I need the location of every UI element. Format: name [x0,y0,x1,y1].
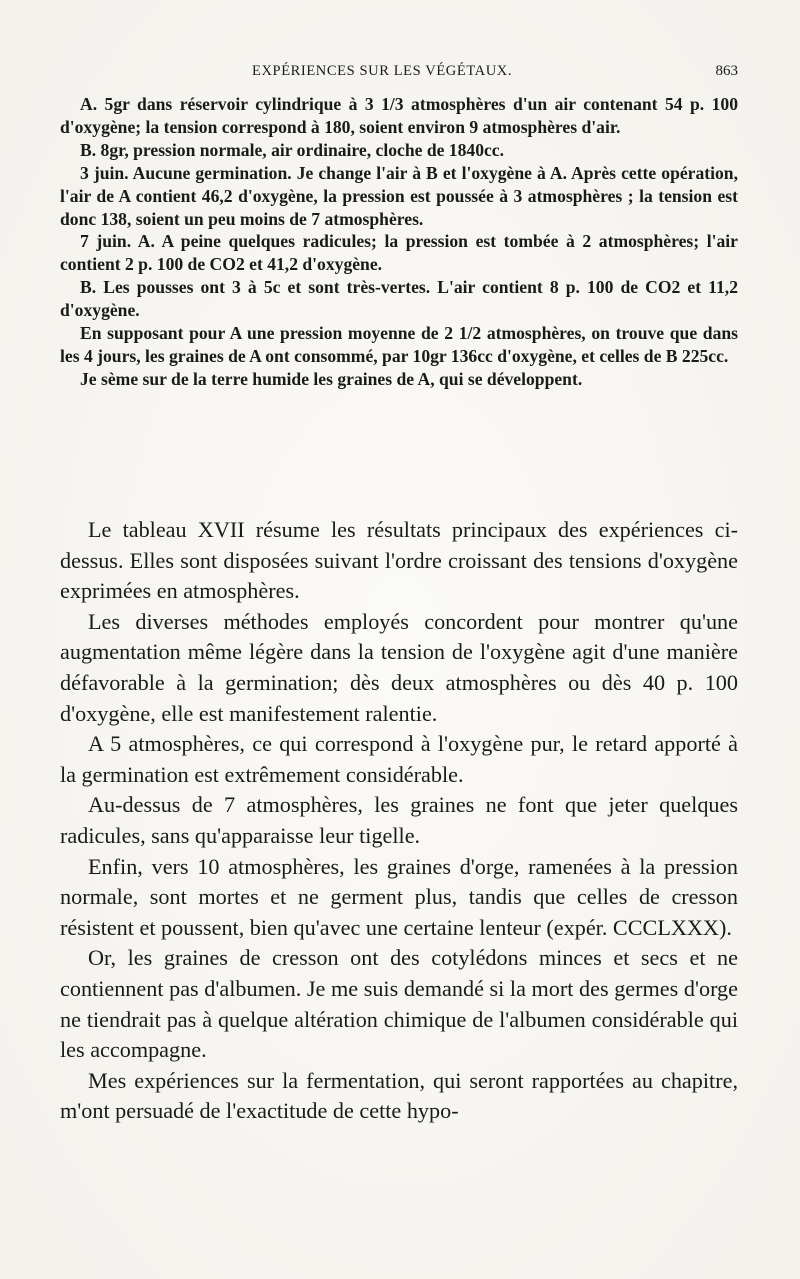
page-number: 863 [715,63,738,79]
note-paragraph-pressure: En supposant pour A une pression moyenne de 2 1/2 atmosphères, on trouve que dans les 4 jours, les graines de A ont consommé, par 10gr 136cc d'oxygène, et celles de B 225cc. [60,323,738,366]
body-paragraph-10atm: Enfin, vers 10 atmosphères, les graines d'orge, ramenées à la pression normale, sont mortes et ne germent plus, tandis que celles de cresson résistent et poussent, bien qu'avec une certaine lenteur (expér. CCCLXXX). [60,853,738,940]
body-paragraph-5atm: A 5 atmosphères, ce qui correspond à l'oxygène pur, le retard apporté à la germination est extrêmement considérable. [60,731,738,787]
note-paragraph-a: A. 5gr dans réservoir cylindrique à 3 1/3 atmosphères d'un air contenant 54 p. 100 d'oxygène; la tension correspond à 180, soient environ 9 atmosphères d'air. [60,94,738,137]
body-paragraph-methods: Les diverses méthodes employés concordent pour montrer qu'une augmentation même légère dans la tension de l'oxygène agit d'une manière défavorable à la germination; dès deux atmosphères ou dès 40 p. 100 d'oxygène, elle est manifestement ralentie. [60,608,738,726]
body-paragraph-7atm: Au-dessus de 7 atmosphères, les graines ne font que jeter quelques radicules, sans qu'apparaisse leur tigelle. [60,792,738,848]
note-paragraph-b-shoots: B. Les pousses ont 3 à 5c et sont très-vertes. L'air contient 8 p. 100 de CO2 et 11,2 d'oxygène. [60,277,738,321]
body-paragraph-cresson: Or, les graines de cresson ont des cotylédons minces et secs et ne contiennent pas d'albumen. Je me suis demandé si la mort des germes d'orge ne tiendrait pas à quelque altération chimique de l'albumen considérable qui les accompagne. [60,945,738,1063]
note-paragraph-june3: 3 juin. Aucune germination. Je change l'air à B et l'oxygène à A. Après cette opération, l'air de A contient 46,2 d'oxygène, la pression est poussée à 3 atmosphères ; la tension est donc 138, soient un peu moins de 7 atmosphères. [60,162,738,229]
body-paragraph-table: Le tableau XVII résume les résultats principaux des expériences ci-dessus. Elles sont disposées suivant l'ordre croissant des tensions d'oxygène exprimées en atmosphères. [60,517,738,604]
note-paragraph-sowing: Je sème sur de la terre humide les graines de A, qui se développent. [80,368,583,389]
note-paragraph-b: B. 8gr, pression normale, air ordinaire, cloche de 1840cc. [80,139,505,160]
experiment-notes [60,93,738,391]
running-title: EXPÉRIENCES SUR LES VÉGÉTAUX. [252,63,513,79]
page-header [60,63,738,85]
note-paragraph-june7: 7 juin. A. A peine quelques radicules; la pression est tombée à 2 atmosphères; l'air contient 2 p. 100 de CO2 et 41,2 d'oxygène. [60,231,738,275]
main-text [60,515,738,1127]
body-paragraph-fermentation: Mes expériences sur la fermentation, qui seront rapportées au chapitre, m'ont persuadé de l'exactitude de cette hypo- [60,1067,738,1124]
